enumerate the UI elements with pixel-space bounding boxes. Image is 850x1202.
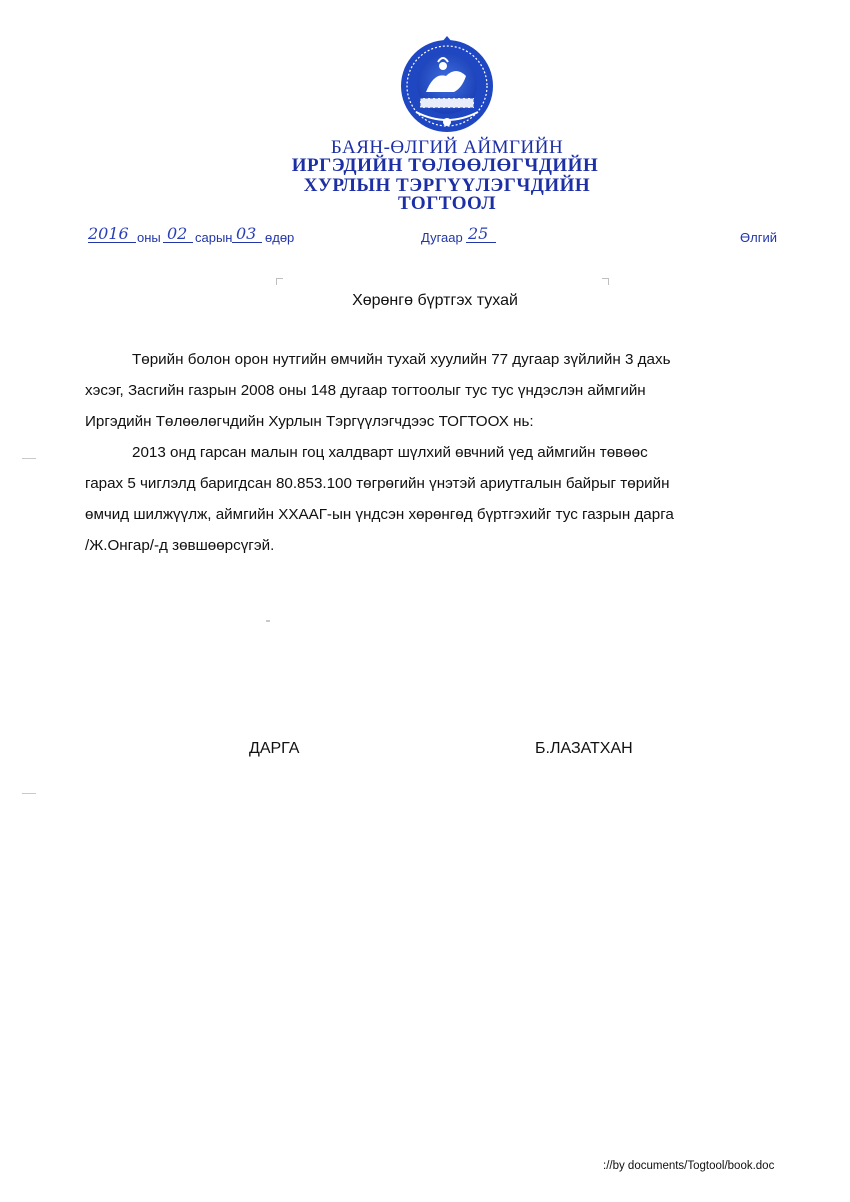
date-year-underline [88, 242, 136, 243]
scan-speck [266, 620, 270, 622]
corner-mark-left [276, 278, 283, 285]
signature-title: ДАРГА [249, 740, 300, 757]
scan-speck [22, 458, 36, 459]
paragraph-decision [85, 437, 790, 561]
paragraph-line: өмчид шилжүүлж, аймгийн ХХААГ-ын үндсэн хөрөнгөд бүртгэхийг тус газрын дарга [85, 506, 674, 523]
date-day: 03 [236, 224, 257, 243]
paragraph-line: 2013 онд гарсан малын гоц халдварт шүлхий өвчний үед аймгийн төвөөс [132, 444, 648, 461]
date-month-underline [163, 242, 193, 243]
paragraph-line: Төрийн болон орон нутгийн өмчийн тухай хуулийн 77 дугаар зүйлийн 3 дахь [132, 351, 671, 368]
date-day-suffix: өдөр [265, 230, 295, 245]
header-resolution: ТОГТООЛ [398, 193, 496, 214]
header-aimag: БАЯН-ӨЛГИЙ АЙМГИЙН [330, 137, 564, 158]
paragraph-line: Иргэдийн Төлөөлөгчдийн Хурлын Тэргүүлэгчдээс ТОГТООХ нь: [85, 413, 534, 430]
date-month: 02 [167, 224, 188, 243]
state-emblem [398, 36, 496, 136]
paragraph-line: /Ж.Онгар/-д зөвшөөрсүгэй. [85, 537, 275, 554]
footer-file-path: ://by documents/Togtool/book.doc [603, 1160, 775, 1172]
header-council: ИРГЭДИЙН ТӨЛӨӨЛӨГЧДИЙН [291, 155, 599, 176]
paragraph-line: гарах 5 чиглэлд баригдсан 80.853.100 төгрөгийн үнэтэй ариутгалын байрыг төрийн [85, 475, 670, 492]
date-day-underline [232, 242, 262, 243]
date-month-suffix: сарын [195, 230, 233, 245]
number-label: Дугаар [421, 230, 463, 245]
date-year: 2016 [88, 224, 129, 243]
paragraph-basis [85, 344, 790, 437]
number-underline [466, 242, 496, 243]
header-presidium: ХУРЛЫН ТЭРГҮҮЛЭГЧДИЙН [303, 175, 591, 196]
scan-speck [22, 793, 36, 794]
signature-name: Б.ЛАЗАТХАН [535, 740, 633, 757]
place-name: Өлгий [740, 230, 777, 245]
paragraph-line: хэсэг, Засгийн газрын 2008 оны 148 дугаар тогтоолыг тус тус үндэслэн аймгийн [85, 382, 646, 399]
resolution-number: 25 [468, 224, 489, 243]
document-subject: Хөрөнгө бүртгэх тухай [352, 292, 518, 309]
date-year-suffix: оны [137, 230, 161, 245]
corner-mark-right [602, 278, 609, 285]
